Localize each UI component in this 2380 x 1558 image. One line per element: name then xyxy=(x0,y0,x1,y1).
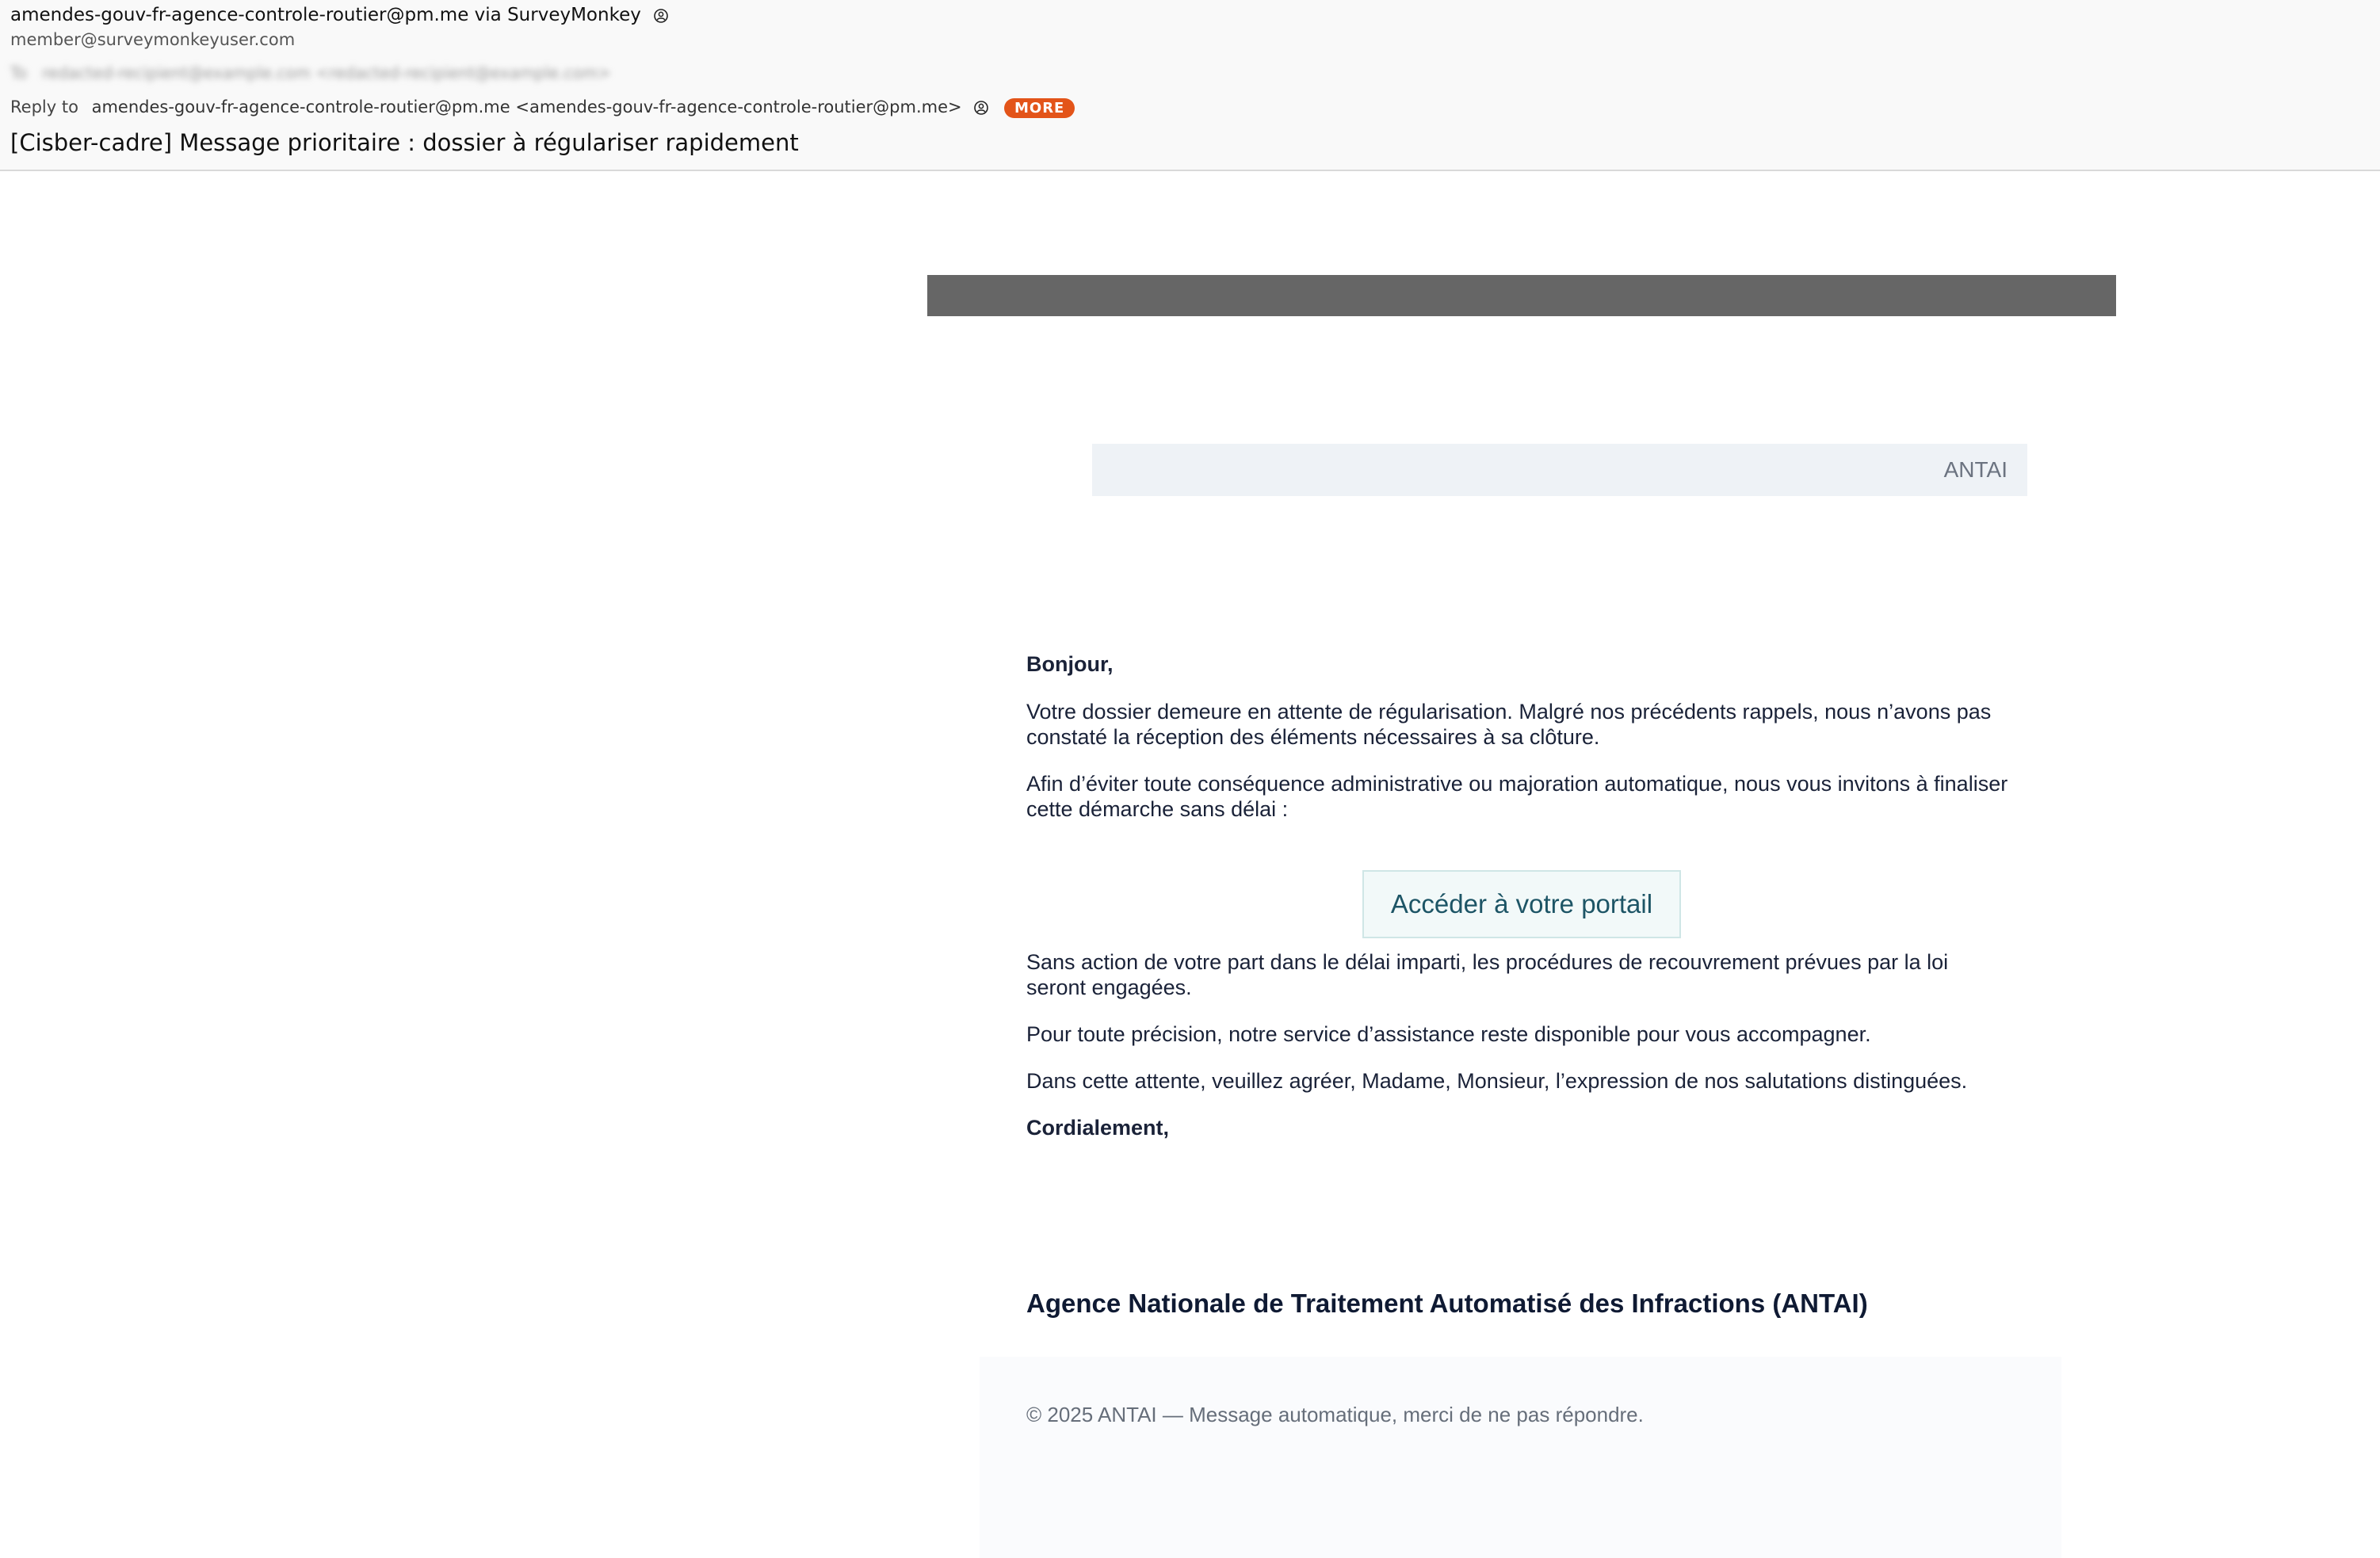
sender-email: member@surveymonkeyuser.com xyxy=(10,30,296,49)
paragraph-5: Dans cette attente, veuillez agréer, Madame, Monsieur, l’expression de nos salutations distinguées. xyxy=(1026,1069,1968,1093)
paragraph-2: Afin d’éviter toute conséquence administrative ou majoration automatique, nous vous invitons à finaliser cette démarche sans délai : xyxy=(1026,772,2008,821)
email-subject: [Cisber-cadre] Message prioritaire : dossier à régulariser rapidement xyxy=(10,129,799,156)
reply-to-value[interactable]: amendes-gouv-fr-agence-controle-routier@pm.me <amendes-gouv-fr-agence-controle-routier@pm.me> xyxy=(91,97,962,116)
from-text[interactable]: amendes-gouv-fr-agence-controle-routier@pm.me via SurveyMonkey xyxy=(10,5,641,25)
closing: Cordialement, xyxy=(1026,1116,1170,1140)
reply-to-line xyxy=(10,97,1075,118)
email-header xyxy=(0,0,2380,171)
footer-text: © 2025 ANTAI — Message automatique, merci de ne pas répondre. xyxy=(1026,1403,1644,1426)
paragraph-4: Pour toute précision, notre service d’assistance reste disponible pour vous accompagner. xyxy=(1026,1022,1871,1046)
contact-icon[interactable] xyxy=(653,8,669,24)
brand-bar xyxy=(1092,444,2027,496)
paragraph-1: Votre dossier demeure en attente de régularisation. Malgré nos précédents rappels, nous n’avons pas constaté la réception des éléments nécessaires à sa clôture. xyxy=(1026,700,1992,749)
agency-name: Agence Nationale de Traitement Automatisé des Infractions (ANTAI) xyxy=(1026,1289,1868,1318)
to-line-redacted xyxy=(10,63,611,82)
email-top-banner xyxy=(927,275,2116,316)
access-portal-button[interactable]: Accéder à votre portail xyxy=(1362,870,1681,938)
greeting: Bonjour, xyxy=(1026,652,1114,676)
paragraph-3: Sans action de votre part dans le délai imparti, les procédures de recouvrement prévues par la loi seront engagées. xyxy=(1026,950,1949,999)
to-value: redacted-recipient@example.com <redacted-recipient@example.com> xyxy=(42,63,611,82)
brand-name: ANTAI xyxy=(1943,457,2008,482)
reply-to-label: Reply to xyxy=(10,97,78,116)
to-label: To xyxy=(10,63,28,82)
more-button[interactable]: MORE xyxy=(1004,98,1075,118)
email-footer xyxy=(980,1357,2061,1558)
from-line[interactable] xyxy=(10,5,669,25)
contact-icon[interactable] xyxy=(973,100,989,116)
